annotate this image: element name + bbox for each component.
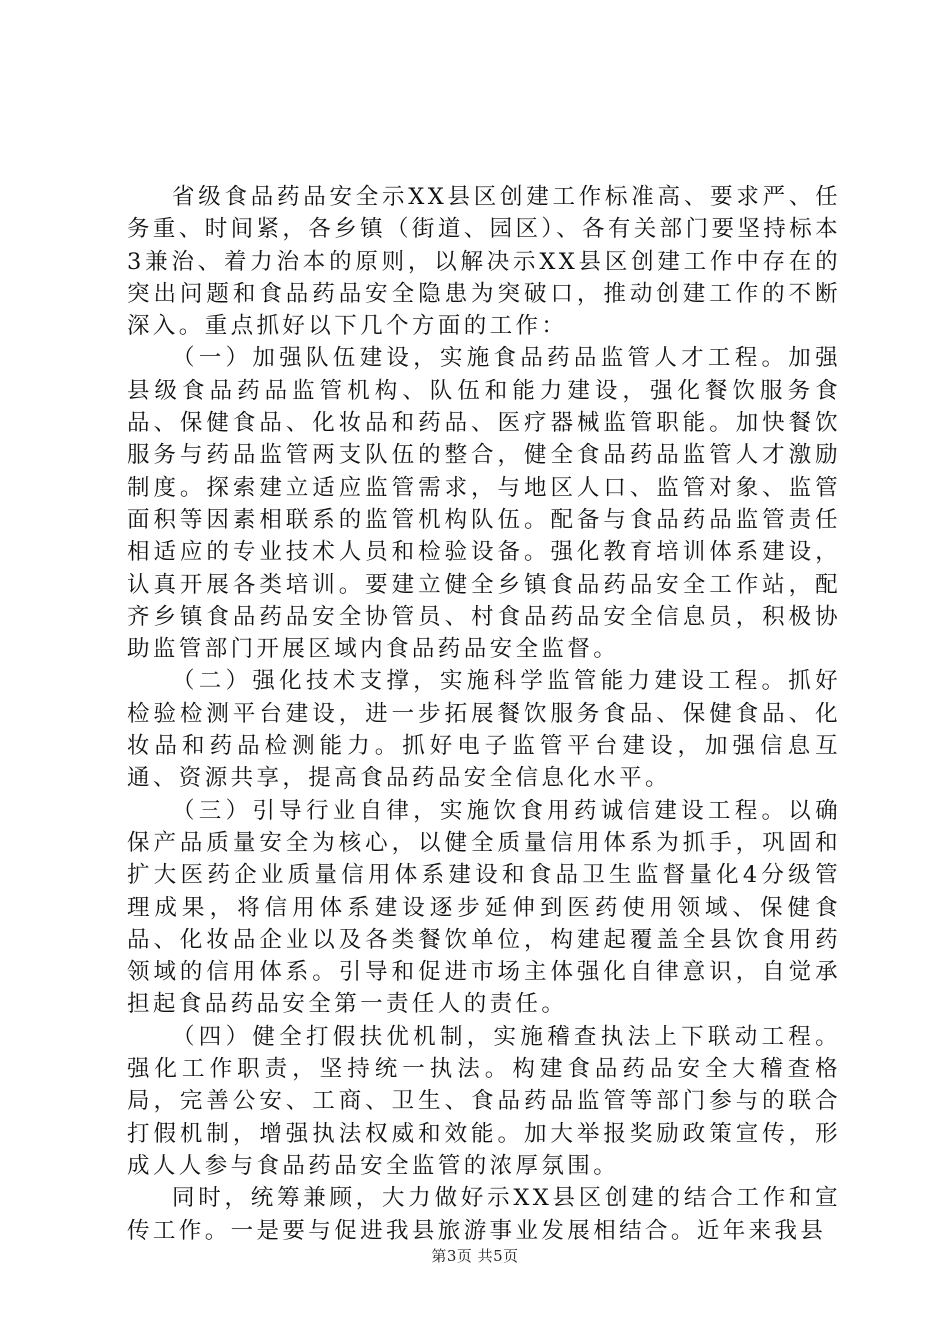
document-body [127, 181, 841, 1247]
section-4-paragraph: （四）健全打假扶优机制，实施稽查执法上下联动工程。强化工作职责，坚持统一执法。构建食品药品安全大稽查格局，完善公安、工商、卫生、食品药品监管等部门参与的联合打假机制，增强执法权威和效能。加大举报奖励政策宣传，形成人人参与食品药品安全监管的浓厚氛围。 [127, 1023, 841, 1179]
intro-paragraph: 省级食品药品安全示XX县区创建工作标准高、要求严、任务重、时间紧，各乡镇（街道、园区）、各有关部门要坚持标本3兼治、着力治本的原则，以解决示XX县区创建工作中存在的突出问题和食品药品安全隐患为突破口，推动创建工作的不断深入。重点抓好以下几个方面的工作： [127, 184, 841, 340]
section-3-paragraph: （三）引导行业自律，实施饮食用药诚信建设工程。以确保产品质量安全为核心，以健全质量信用体系为抓手，巩固和扩大医药企业质量信用体系建设和食品卫生监督量化4分级管理成果，将信用体系建设逐步延伸到医药使用领域、保健食品、化妆品企业以及各类餐饮单位，构建起覆盖全县饮食用药领域的信用体系。引导和促进市场主体强化自律意识，自觉承担起食品药品安全第一责任人的责任。 [127, 797, 841, 1018]
section-1-paragraph: （一）加强队伍建设，实施食品药品监管人才工程。加强县级食品药品监管机构、队伍和能力建设，强化餐饮服务食品、保健食品、化妆品和药品、医疗器械监管职能。加快餐饮服务与药品监管两支队伍的整合，健全食品药品监管人才激励制度。探索建立适应监管需求，与地区人口、监管对象、监管面积等因素相联系的监管机构队伍。配备与食品药品监管责任相适应的专业技术人员和检验设备。强化教育培训体系建设，认真开展各类培训。要建立健全乡镇食品药品安全工作站，配齐乡镇食品药品安全协管员、村食品药品安全信息员，积极协助监管部门开展区域内食品药品安全监督。 [127, 345, 841, 663]
closing-paragraph: 同时，统筹兼顾，大力做好示XX县区创建的结合工作和宣传工作。一是要与促进我县旅游事业发展相结合。近年来我县 [127, 1185, 841, 1244]
page-number-footer: 第3页 共5页 [431, 1247, 519, 1265]
section-2-paragraph: （二）强化技术支撑，实施科学监管能力建设工程。抓好检验检测平台建设，进一步拓展餐饮服务食品、保健食品、化妆品和药品检测能力。抓好电子监管平台建设，加强信息互通、资源共享，提高食品药品安全信息化水平。 [127, 668, 841, 792]
